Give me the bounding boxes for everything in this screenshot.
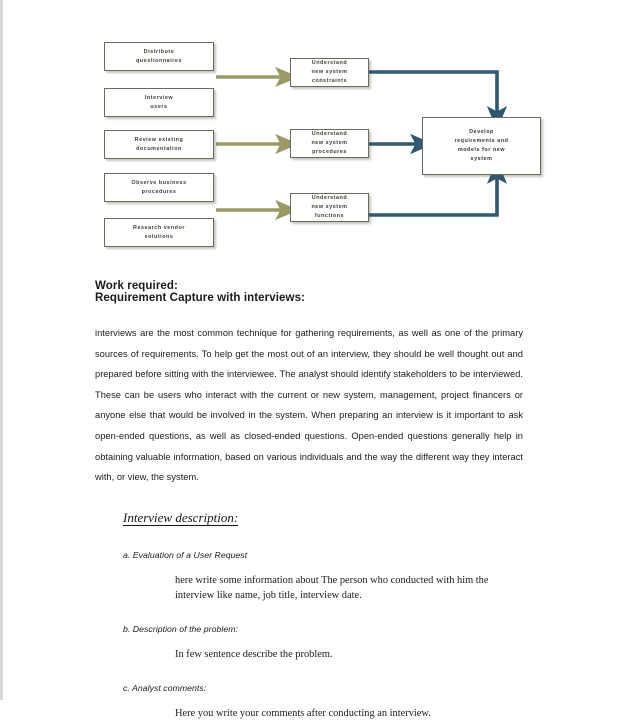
diagram-box-understand-new-system-constraints <box>290 58 369 87</box>
diagram-box-label: Review existing documentation <box>134 136 184 152</box>
document-body <box>95 280 523 721</box>
diagram-box-distribute-questionnaires <box>104 42 214 71</box>
answer-analyst-comments: Here you write your comments after conducting an interview. <box>175 707 431 719</box>
diagram-box-label: Research vendor solutions <box>133 224 185 240</box>
diagram-box-label: Develop requirements and models for new system <box>454 129 509 162</box>
list-item-evaluation-of-a-user-request: a. Evaluation of a User Request <box>123 549 248 560</box>
list-item-analyst-comments: c. Analyst comments: <box>123 682 207 693</box>
diagram-box-label: Interview users <box>144 94 174 110</box>
diagram-box-observe-business-procedures <box>104 173 214 202</box>
diagram-box-label: Observe business procedures <box>131 179 187 195</box>
requirements-gathering-flow-diagram <box>0 0 618 268</box>
body-paragraph: interviews are the most common technique for gathering requirements, as well as one of the primary sources of requirements. To help get the most out of an interview, they should be well thought out and prepared before sitting with the interviewee. The analyst should identify stakeholders to be interviewed. These can be users who interact with the current or new system, management, project financers or anyone else that would be involved in the system. When preparing an interview is it important to ask open-ended questions, as well as closed-ended questions. Open-ended questions generally help in obtaining valuable information, based on various individuals and the way the different way they interact with, or view, the system. <box>95 328 523 483</box>
diagram-box-label: Understand new system constraints <box>311 60 348 84</box>
diagram-box-review-existing-documentation <box>104 130 214 159</box>
diagram-box-develop-requirements-and-models <box>422 117 541 175</box>
diagram-box-label: Distribute questionnaires <box>135 48 183 64</box>
diagram-box-understand-new-system-functions <box>290 193 369 222</box>
diagram-box-label: Understand new system procedures <box>311 131 348 155</box>
list-item-description-of-the-problem: b. Description of the problem: <box>123 623 238 634</box>
diagram-box-label: Understand new system functions <box>311 195 348 219</box>
heading-requirement-capture: Requirement Capture with interviews: <box>95 292 305 304</box>
diagram-box-research-vendor-solutions <box>104 218 214 247</box>
answer-description-of-the-problem: In few sentence describe the problem. <box>175 648 333 660</box>
answer-evaluation-of-a-user-request: here write some information about The person who conducted with him the interview like name, job title, interview date. <box>175 574 489 602</box>
heading-interview-description: Interview description: <box>123 509 239 525</box>
diagram-box-understand-new-system-procedures <box>290 129 369 158</box>
heading-work-required: Work required: <box>95 280 178 292</box>
diagram-box-interview-users <box>104 88 214 117</box>
